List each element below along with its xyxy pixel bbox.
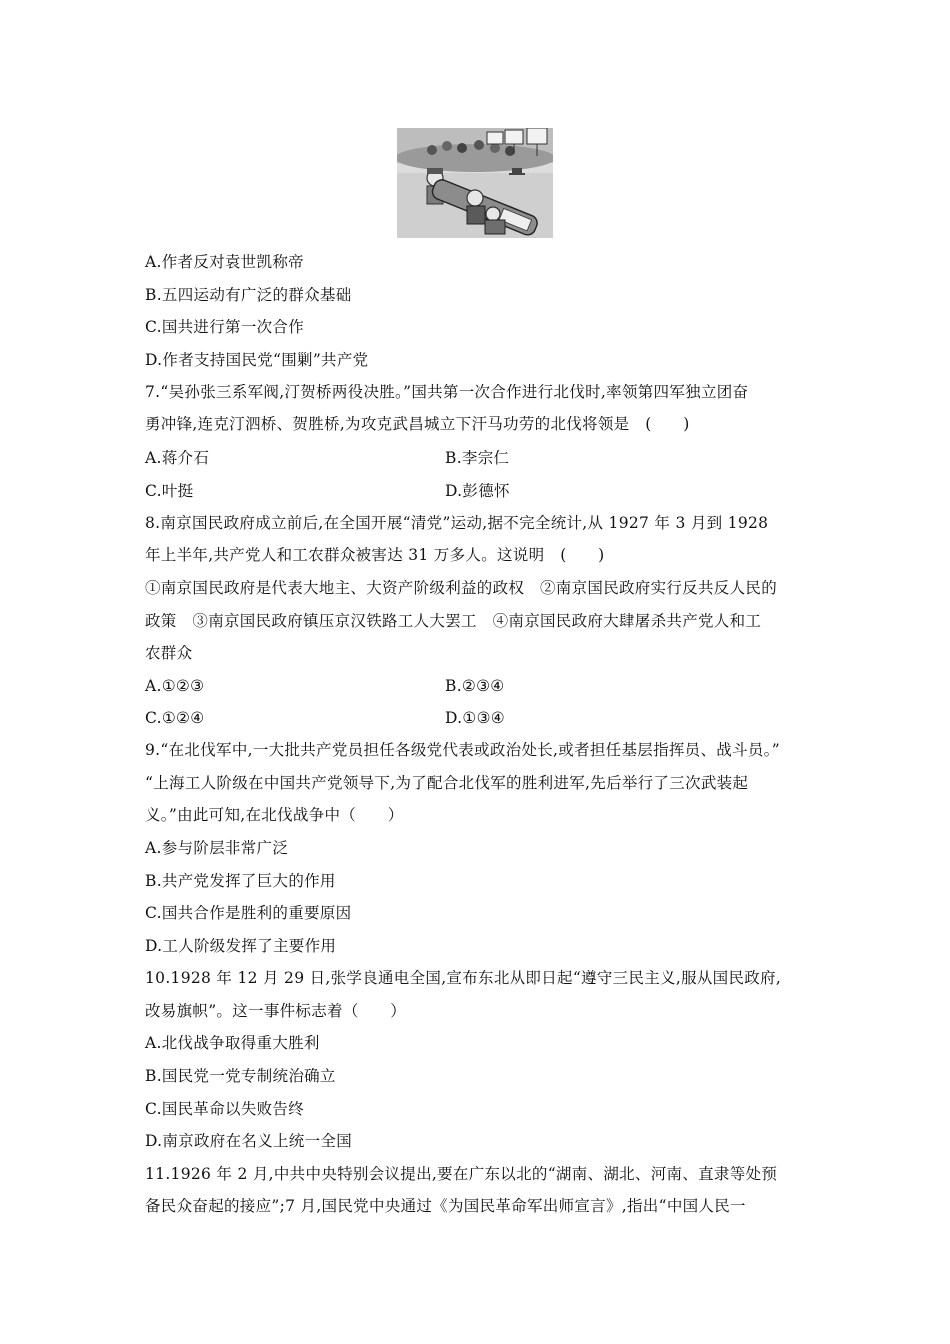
- cartoon-illustration: [397, 128, 553, 238]
- q11-stem-line: 备民众奋起的接应”;7 月,国民党中央通过《为国民革命军出师宣言》,指出“中国人民一: [145, 1197, 746, 1215]
- q9-option-a: A.参与阶层非常广泛: [145, 839, 289, 857]
- q7-option-b: B.李宗仁: [445, 449, 510, 467]
- q8-option-d: D.①③④: [445, 709, 505, 727]
- q10-option-b: B.国民党一党专制统治确立: [145, 1067, 336, 1085]
- q7-option-c: C.叶挺: [145, 482, 194, 500]
- q8-stem-line: ①南京国民政府是代表大地主、大资产阶级利益的政权 ②南京国民政府实行反共反人民的: [145, 579, 778, 597]
- q8-stem-line: 年上半年,共产党人和工农群众被害达 31 万多人。这说明 ( ): [145, 546, 605, 564]
- q6-option-d: D.作者支持国民党“围剿”共产党: [145, 351, 369, 369]
- q7-stem-line: 7.“吴孙张三系军阀,汀贺桥两役决胜。”国共第一次合作进行北伐时,率领第四军独立团奋: [145, 383, 749, 401]
- q8-option-b: B.②③④: [445, 677, 505, 695]
- q7-option-a: A.蒋介石: [145, 449, 210, 467]
- q10-stem-line: 10.1928 年 12 月 29 日,张学良通电全国,宣布东北从即日起“遵守三民主义,服从国民政府,: [145, 969, 782, 987]
- q10-stem-line: 改易旗帜”。这一事件标志着（ ）: [145, 1002, 407, 1020]
- q9-stem-line: 9.“在北伐军中,一大批共产党员担任各级党代表或政治处长,或者担任基层指挥员、战斗员。”: [145, 741, 780, 759]
- q9-stem-line: “上海工人阶级在中国共产党领导下,为了配合北伐军的胜利进军,先后举行了三次武装起: [145, 774, 749, 792]
- q10-option-a: A.北伐战争取得重大胜利: [145, 1034, 320, 1052]
- q11-stem-line: 11.1926 年 2 月,中共中央特别会议提出,要在广东以北的“湖南、湖北、河南、直隶等处预: [145, 1165, 778, 1183]
- q6-option-b: B.五四运动有广泛的群众基础: [145, 286, 352, 304]
- q9-option-c: C.国共合作是胜利的重要原因: [145, 904, 352, 922]
- q6-option-a: A.作者反对袁世凯称帝: [145, 253, 304, 271]
- q9-stem-line: 义。”由此可知,在北伐战争中（ ）: [145, 806, 404, 824]
- q7-option-d: D.彭德怀: [445, 482, 510, 500]
- cartoon-drawing: [397, 128, 553, 238]
- q9-option-d: D.工人阶级发挥了主要作用: [145, 937, 337, 955]
- q8-option-a: A.①②③: [145, 677, 205, 695]
- q8-stem-line: 8.南京国民政府成立前后,在全国开展“清党”运动,据不完全统计,从 1927 年 3 月到 1928: [145, 514, 769, 532]
- q7-stem-line: 勇冲锋,连克汀泗桥、贺胜桥,为攻克武昌城立下汗马功劳的北伐将领是 ( ): [145, 415, 690, 433]
- q8-stem-line: 政策 ③南京国民政府镇压京汉铁路工人大罢工 ④南京国民政府大肆屠杀共产党人和工: [145, 612, 762, 630]
- q9-option-b: B.共产党发挥了巨大的作用: [145, 872, 336, 890]
- q10-option-d: D.南京政府在名义上统一全国: [145, 1132, 353, 1150]
- q6-option-c: C.国共进行第一次合作: [145, 318, 305, 336]
- q8-option-c: C.①②④: [145, 709, 205, 727]
- q8-stem-line: 农群众: [145, 644, 193, 662]
- q10-option-c: C.国民革命以失败告终: [145, 1100, 305, 1118]
